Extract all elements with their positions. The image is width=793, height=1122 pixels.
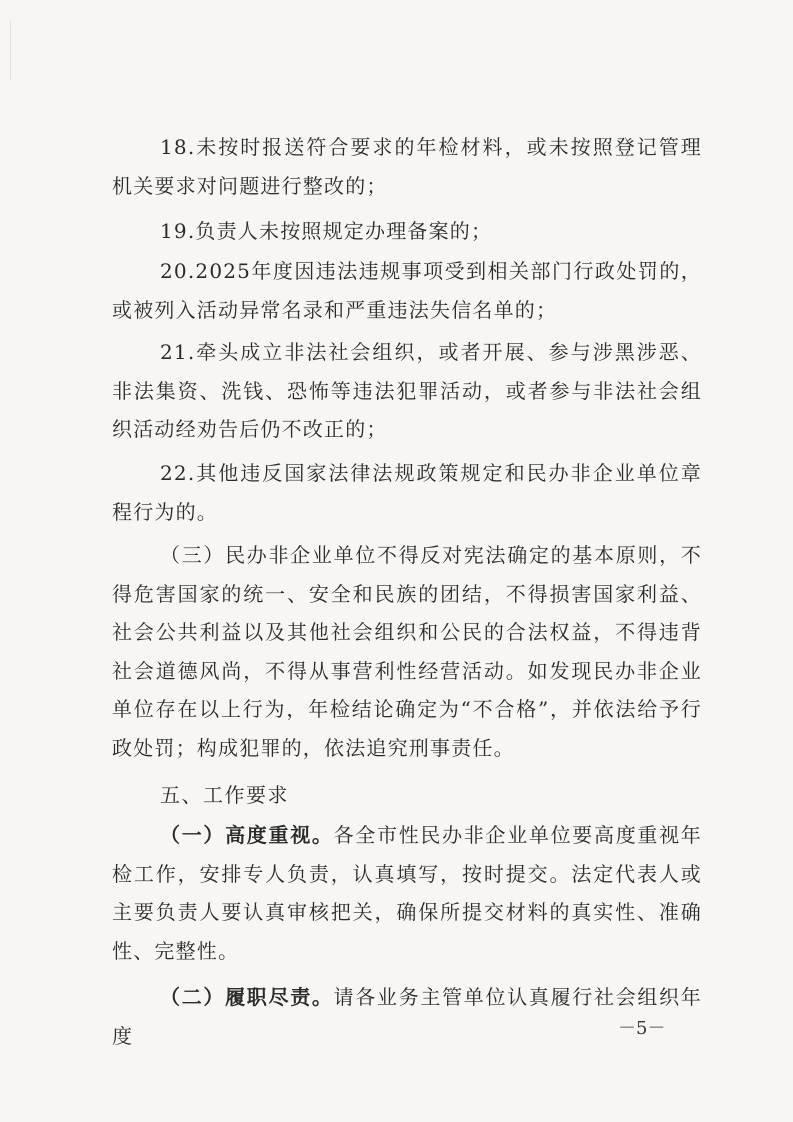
paragraph-high-priority: [112, 816, 702, 970]
paragraph-item-18: 18.未按时报送符合要求的年检材料，或未按照登记管理机关要求对问题进行整改的；: [112, 135, 702, 198]
paragraph-item-19: 19.负责人未按照规定办理备案的；: [160, 219, 493, 243]
item-text-fulfill-duties: 请各业务主管单位认真履行社会组织年度: [112, 985, 702, 1048]
item-text-high-priority: 各全市性民办非企业单位要高度重视年检工作，安排专人负责，认真填写，按时提交。法定代表人或主要负责人要认真审核把关，确保所提交材料的真实性、准确性、完整性。: [112, 823, 702, 963]
item-lead-high-priority: （一）高度重视。: [160, 823, 334, 847]
scan-artifact: [10, 20, 11, 80]
paragraph-fulfill-duties: [112, 978, 702, 1055]
paragraph-section-3: （三）民办非企业单位不得反对宪法确定的基本原则，不得危害国家的统一、安全和民族的团结，不得损害国家利益、社会公共利益以及其他社会组织和公民的合法权益，不得违背社会道德风尚，不得从事营利性经营活动。如发现民办非企业单位存在以上行为，年检结论确定为“不合格”，并依法给予行政处罚；构成犯罪的，依法追究刑事责任。: [112, 543, 702, 760]
paragraph-item-20: 20.2025年度因违法违规事项受到相关部门行政处罚的，或被列入活动异常名录和严重违法失信名单的；: [112, 259, 702, 322]
page-number: －5－: [618, 1018, 666, 1039]
section-heading-work-requirements: 五、工作要求: [160, 783, 289, 807]
paragraph-item-21: 21.牵头成立非法社会组织，或者开展、参与涉黑涉恶、非法集资、洗钱、恐怖等违法犯罪活动，或者参与非法社会组织活动经劝告后仍不改正的；: [112, 340, 702, 441]
paragraph-item-22: 22.其他违反国家法律法规政策规定和民办非企业单位章程行为的。: [112, 461, 702, 524]
item-lead-fulfill-duties: （二）履职尽责。: [160, 985, 334, 1009]
